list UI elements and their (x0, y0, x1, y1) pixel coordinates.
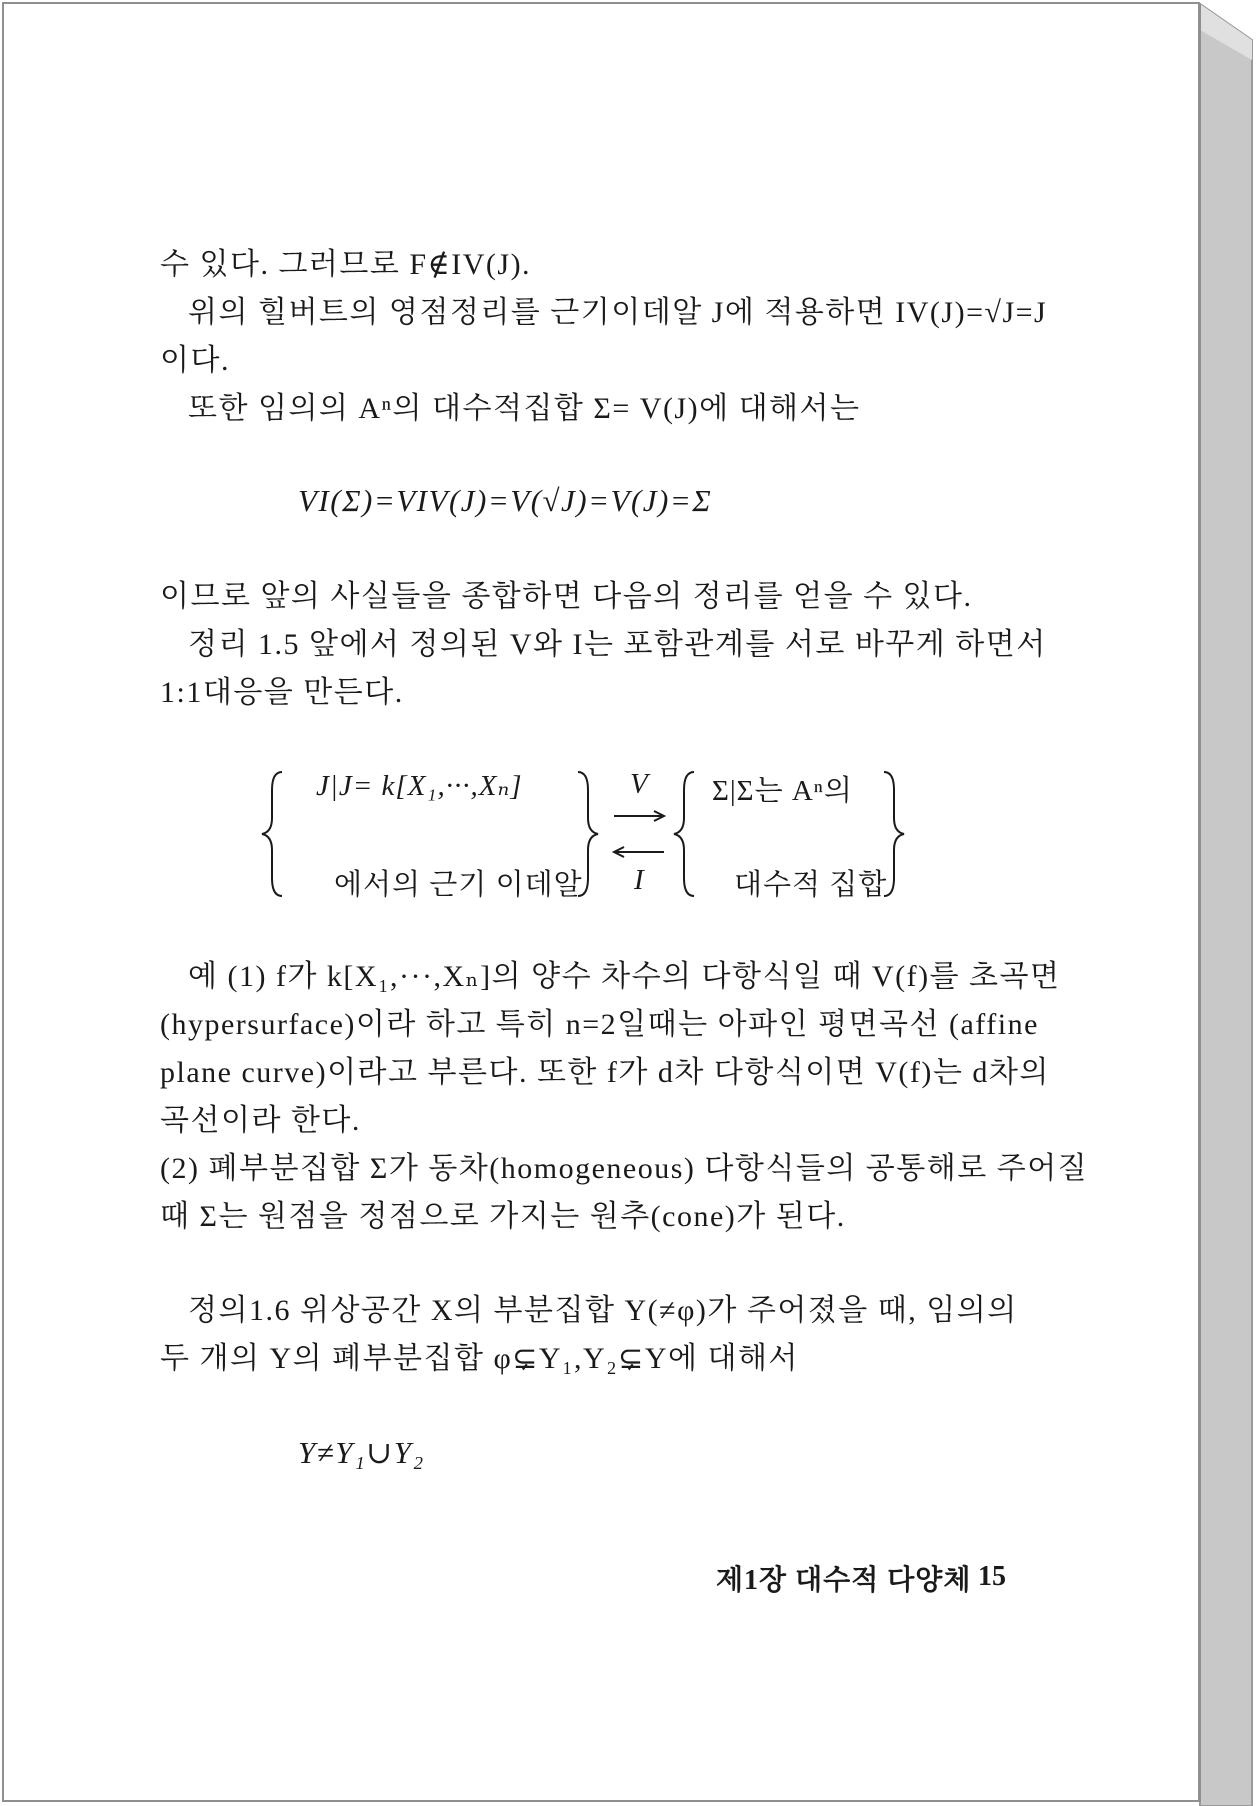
example-line-2: (hypersurface)이라 하고 특히 n=2일때는 아파인 평면곡선 (affine (160, 1008, 1039, 1041)
correspondence-diagram (260, 760, 920, 910)
text-line-3: 이다. (160, 344, 230, 377)
left-set-open-brace (262, 772, 282, 896)
text-line-1: 수 있다. 그러므로 F∉IV(J). (160, 248, 532, 281)
example-line-5: (2) 폐부분집합 Σ가 동차(homogeneous) 다항식들의 공통해로 주어질 (160, 1152, 1089, 1185)
left-set-top-text: J|J= k[X₁,···,Xₙ] (316, 770, 523, 802)
example-line-3: plane curve)이라고 부른다. 또한 f가 d차 다항식이면 V(f)는 d차의 (160, 1056, 1050, 1089)
definition-1-6-line-2: 두 개의 Y의 폐부분집합 φ⊊Y₁,Y₂⊊Y에 대해서 (160, 1342, 799, 1375)
page-number: 15 (978, 1561, 1006, 1592)
theorem-1-5-line-2: 1:1대응을 만든다. (160, 676, 404, 709)
arrow-label-i: I (634, 864, 645, 896)
theorem-1-5-line-1: 정리 1.5 앞에서 정의된 V와 I는 포함관계를 서로 바꾸게 하면서 (188, 628, 1047, 661)
example-line-4: 곡선이라 한다. (160, 1104, 361, 1137)
right-set-open-brace (674, 772, 694, 896)
left-set-bottom-text: 에서의 근기 이데알 (334, 869, 583, 901)
example-line-1: 예 (1) f가 k[X₁,···,Xₙ]의 양수 차수의 다항식일 때 V(f)를 초곡면 (188, 960, 1061, 993)
equation-y-union: Y≠Y₁∪Y₂ (298, 1435, 425, 1470)
equation-vi-sigma: VI(Σ)=VIV(J)=V(√J)=V(J)=Σ (298, 483, 713, 518)
text-line-4: 또한 임의의 Aⁿ의 대수적집합 Σ= V(J)에 대해서는 (188, 392, 861, 425)
definition-1-6-line-1: 정의1.6 위상공간 X의 부분집합 Y(≠φ)가 주어졌을 때, 임의의 (188, 1294, 1018, 1327)
text-line-2: 위의 힐버트의 영점정리를 근기이데알 J에 적용하면 IV(J)=√J=J (188, 296, 1048, 329)
arrow-label-v: V (630, 768, 649, 800)
running-footer-chapter: 제1장 대수적 다양체 (716, 1565, 972, 1596)
right-set-top-text: Σ|Σ는 Aⁿ의 (712, 775, 853, 807)
text-line-6: 이므로 앞의 사실들을 종합하면 다음의 정리를 얻을 수 있다. (160, 580, 973, 613)
right-set-bottom-text: 대수적 집합 (734, 869, 888, 901)
example-line-6: 때 Σ는 원점을 정점으로 가지는 원추(cone)가 된다. (160, 1200, 846, 1233)
